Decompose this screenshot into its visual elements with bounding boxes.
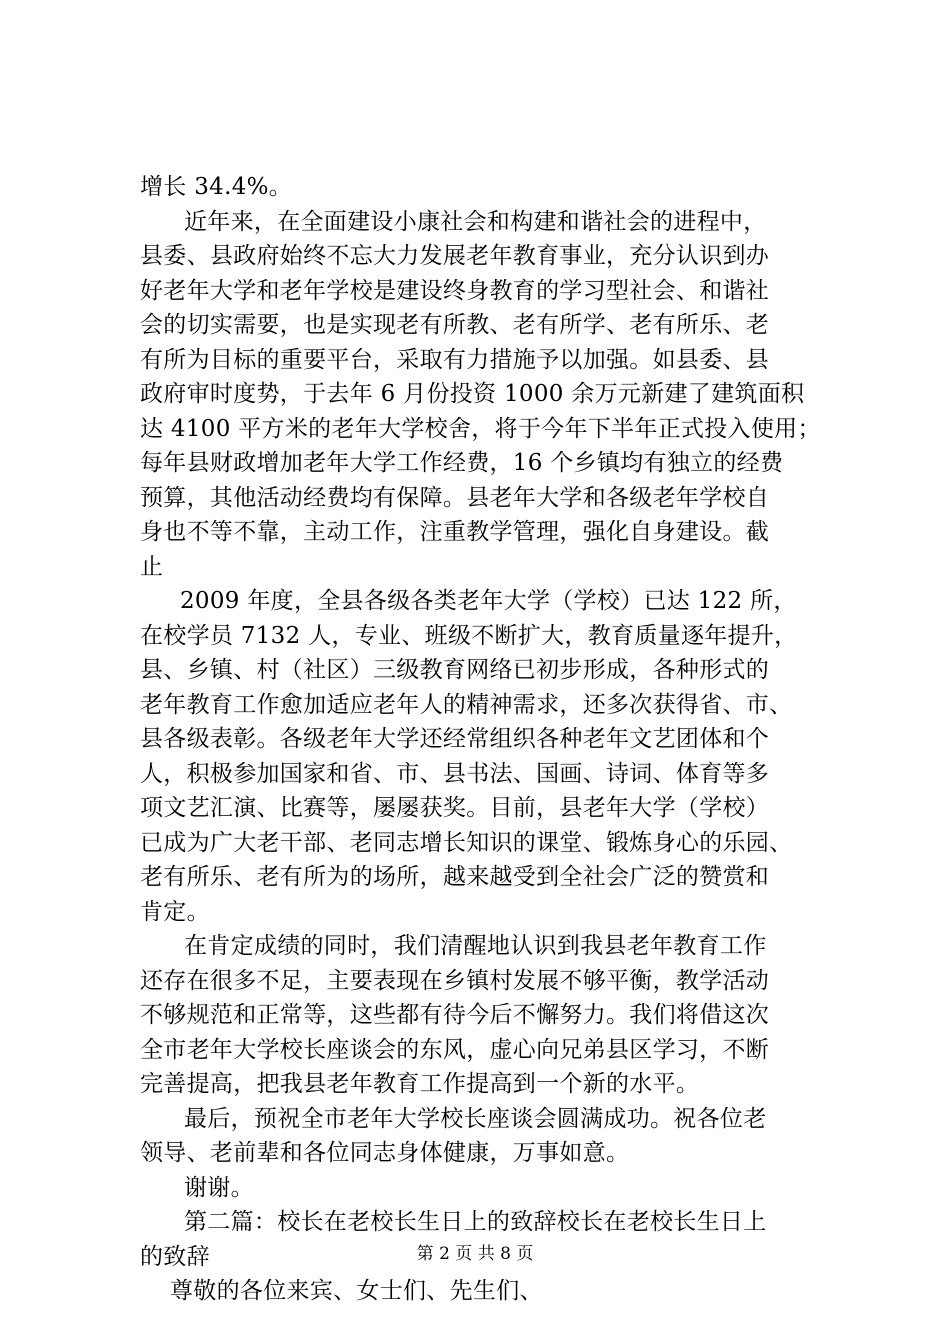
text-line: 人，积极参加国家和省、市、县书法、国画、诗词、体育等多 [140, 760, 770, 787]
text-line: 达 4100 平方米的老年大学校舍，将于今年下半年正式投入使用； [140, 415, 821, 442]
text-line: 在校学员 7132 人，专业、班级不断扩大，教育质量逐年提升， [140, 622, 798, 649]
text-line: 好老年大学和老年学校是建设终身教育的学习型社会、和谐社 [140, 277, 770, 304]
text-line: 增长 34.4%。 [140, 174, 293, 200]
text-line: 预算，其他活动经费均有保障。县老年大学和各级老年学校自 [140, 484, 770, 511]
text-line: 完善提高，把我县老年教育工作提高到一个新的水平。 [140, 1071, 700, 1097]
section-heading-line: 的致辞 [140, 1243, 210, 1270]
text-line: 止 [140, 553, 164, 580]
text-line: 身也不等不靠，主动工作，注重教学管理，强化自身建设。截 [140, 519, 770, 545]
closing-line: 谢谢。 [184, 1174, 254, 1201]
text-line: 已成为广大老干部、老同志增长知识的课堂、锻炼身心的乐园、 [140, 829, 793, 856]
text-line: 肯定。 [140, 898, 210, 925]
paragraph-start-line: 在肯定成绩的同时，我们清醒地认识到我县老年教育工作 [184, 933, 767, 959]
text-line: 还存在很多不足，主要表现在乡镇村发展不够平衡，教学活动 [140, 967, 770, 994]
page-number-footer: 第 2 页 共 8 页 [416, 1244, 534, 1264]
text-line: 全市老年大学校长座谈会的东风，虚心向兄弟县区学习，不断 [140, 1036, 770, 1063]
paragraph-start-line: 近年来，在全面建设小康社会和构建和谐社会的进程中， [184, 208, 767, 235]
paragraph-start-line: 最后，预祝全市老年大学校长座谈会圆满成功。祝各位老 [184, 1105, 767, 1132]
text-line: 会的切实需要，也是实现老有所教、老有所学、老有所乐、老 [140, 312, 770, 338]
text-line: 老有所乐、老有所为的场所，越来越受到全社会广泛的赞赏和 [140, 864, 770, 890]
salutation-line: 尊敬的各位来宾、女士们、先生们、 [170, 1278, 543, 1304]
text-line: 领导、老前辈和各位同志身体健康，万事如意。 [140, 1140, 630, 1166]
section-heading-line: 第二篇：校长在老校长生日上的致辞校长在老校长生日上 [184, 1209, 767, 1235]
text-line: 不够规范和正常等，这些都有待今后不懈努力。我们将借这次 [140, 1002, 770, 1028]
paragraph-start-line: 2009 年度，全县各级各类老年大学（学校）已达 122 所， [180, 588, 797, 614]
text-line: 老年教育工作愈加适应老年人的精神需求，还多次获得省、市、 [140, 691, 793, 718]
text-line: 县各级表彰。各级老年大学还经常组织各种老年文艺团体和个 [140, 726, 770, 752]
text-line: 每年县财政增加老年大学工作经费，16 个乡镇均有独立的经费 [140, 450, 784, 476]
text-line: 有所为目标的重要平台，采取有力措施予以加强。如县委、县 [140, 346, 770, 373]
document-body [140, 170, 840, 1309]
text-line: 项文艺汇演、比赛等，屡屡获奖。目前，县老年大学（学校） [140, 795, 770, 821]
text-line: 县、乡镇、村（社区）三级教育网络已初步形成，各种形式的 [140, 657, 770, 683]
text-line: 县委、县政府始终不忘大力发展老年教育事业，充分认识到办 [140, 243, 770, 269]
text-line: 政府审时度势，于去年 6 月份投资 1000 余万元新建了建筑面积 [140, 381, 805, 407]
